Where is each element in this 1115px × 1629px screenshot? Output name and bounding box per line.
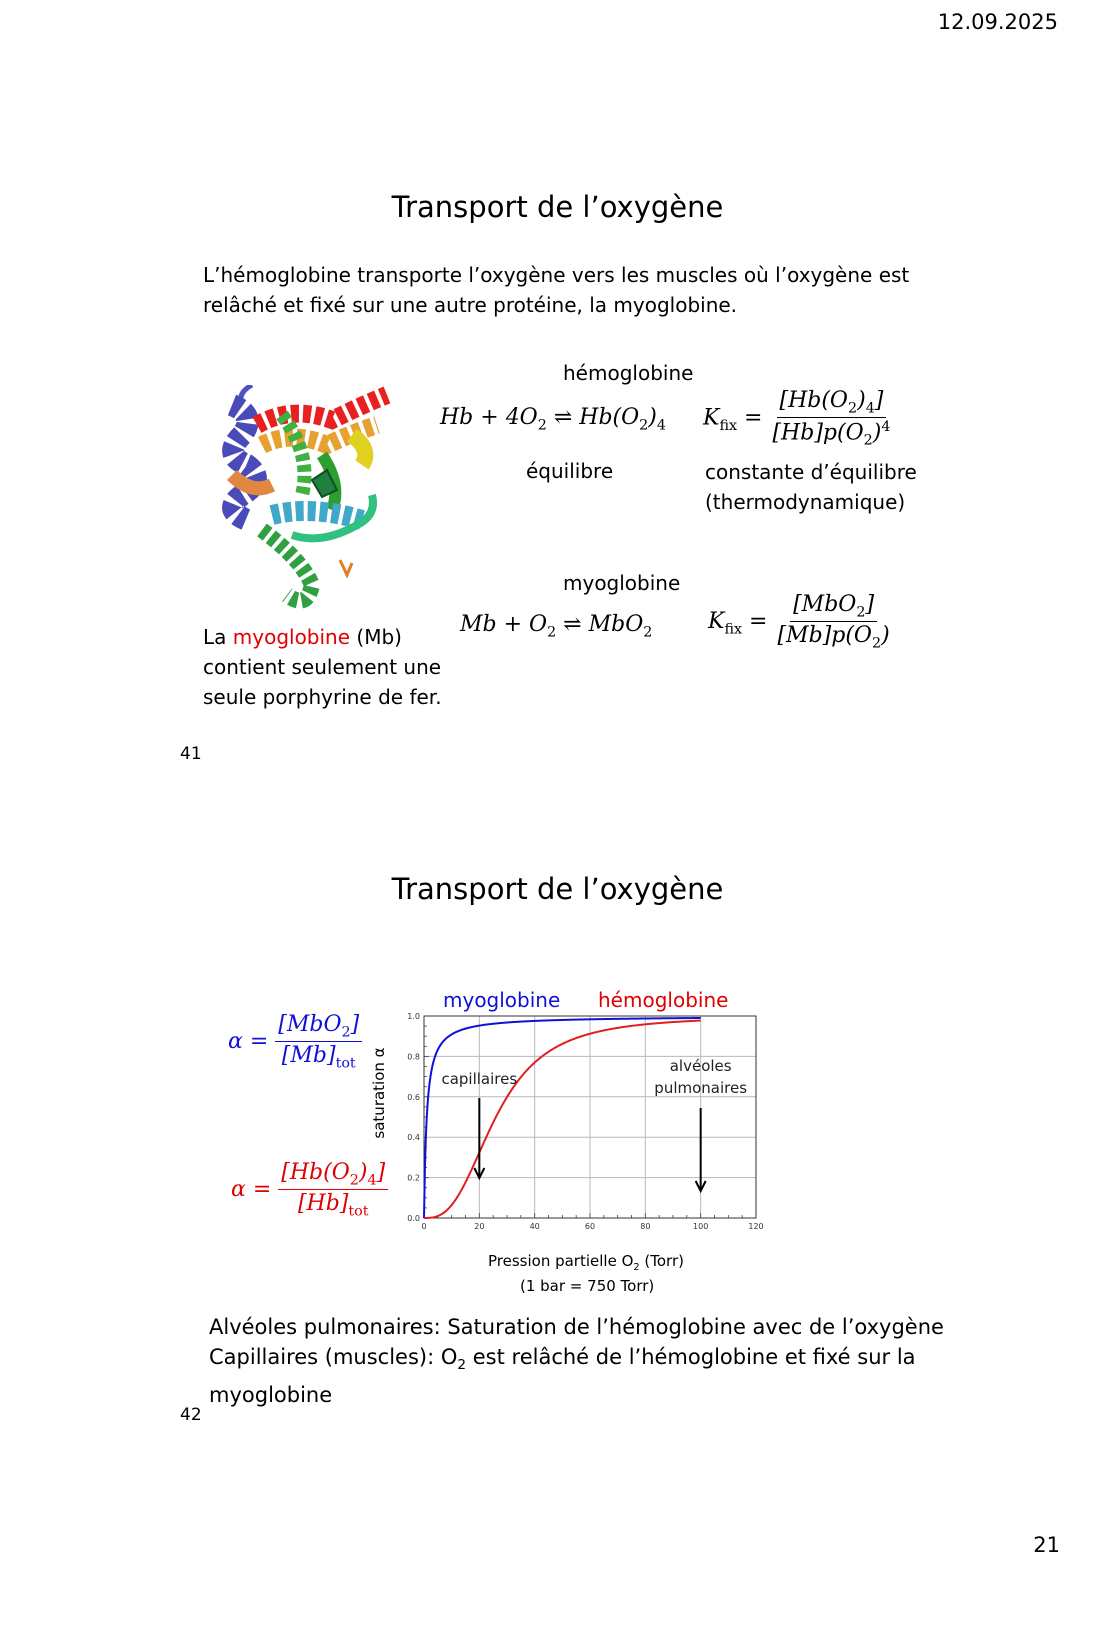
annotation-alveoles: alvéoles [669,1057,732,1075]
slide-number: 41 [180,744,202,764]
intro-text: L’hémoglobine transporte l’oxygène vers les muscles où l’oxygène est relâché et fixé sur une autre protéine, la myoglobine. [203,263,910,317]
label-myoglobine: myoglobine [563,571,681,595]
alpha-myoglobin-formula: α = $\frac{[MbO_2]}{[Mb]_{tot}}$ [228,1012,362,1072]
myoglobin-kfix-formula: $K_{fix}$ = $\frac{[MbO_2]}{[Mb]p(O_2)}$ [708,592,890,652]
y-tick-label: 1.0 [407,1012,420,1021]
myoglobin-structure-image [212,385,412,615]
date: 12.09.2025 [937,10,1058,34]
alpha-hemoglobin-formula: α = $\frac{[Hb(O_2)_4]}{[Hb]_{tot}}$ [231,1160,388,1220]
page-number: 21 [1033,1533,1060,1557]
myoglobin-equation: $Mb + O_2$ ⇌ MbO$_2$ [460,612,653,641]
x-axis-note: (1 bar = 750 Torr) [520,1277,655,1295]
hemoglobin-equation: $Hb + 4O_2$ ⇌ $Hb(O_2)_4$ [440,405,666,434]
slide-42 [0,780,1115,1500]
series-line-hemoglobine [424,1021,701,1218]
y-tick-label: 0.4 [407,1133,420,1143]
legend-hemoglobine: hémoglobine [598,988,729,1012]
saturation-chart [400,1012,780,1232]
myoglobin-caption: La myoglobine (Mb) contient seulement une seule porphyrine de fer. [203,625,442,709]
y-tick-label: 0.6 [407,1092,420,1102]
legend-myoglobine: myoglobine [443,988,561,1012]
x-tick-label: 120 [748,1222,764,1231]
x-tick-label: 60 [584,1222,596,1231]
annotation-capillaires: capillaires [441,1070,518,1088]
myoglobine-highlight: myoglobine [232,625,351,649]
y-tick-label: 0.0 [407,1214,420,1223]
label-constante: constante d’équilibre (thermodynamique) [705,460,917,514]
label-hemoglobine: hémoglobine [563,361,694,385]
y-tick-label: 0.2 [407,1173,420,1183]
y-axis-label: saturation α [370,1047,388,1139]
x-tick-label: 20 [474,1222,485,1231]
series-line-myoglobine [424,1018,701,1218]
x-tick-label: 80 [640,1222,651,1231]
slide-title: Transport de l’oxygène [391,872,724,906]
y-tick-label: 0.8 [407,1052,420,1062]
x-tick-label: 100 [693,1222,709,1231]
slide-title: Transport de l’oxygène [391,190,724,224]
slide-number: 42 [180,1405,202,1425]
label-equilibre: équilibre [526,459,614,483]
hemoglobin-kfix-formula: $K_{fix}$ = $\frac{[Hb(O_2)_4]}{[Hb]p(O_2)^4}$ [703,388,891,450]
annotation-pulmonaires: pulmonaires [654,1079,748,1097]
explanation-text: Alvéoles pulmonaires: Saturation de l’hémoglobine avec de l’oxygène Capillaires (muscles): $O_2$ est relâché de l’hémoglobine et fixé sur la myoglobine [209,1315,944,1408]
x-tick-label: 0 [421,1222,427,1231]
x-axis-label: Pression partielle $O_2$ (Torr) [488,1252,684,1273]
slide-41 [0,0,1115,780]
x-tick-label: 40 [529,1222,540,1231]
